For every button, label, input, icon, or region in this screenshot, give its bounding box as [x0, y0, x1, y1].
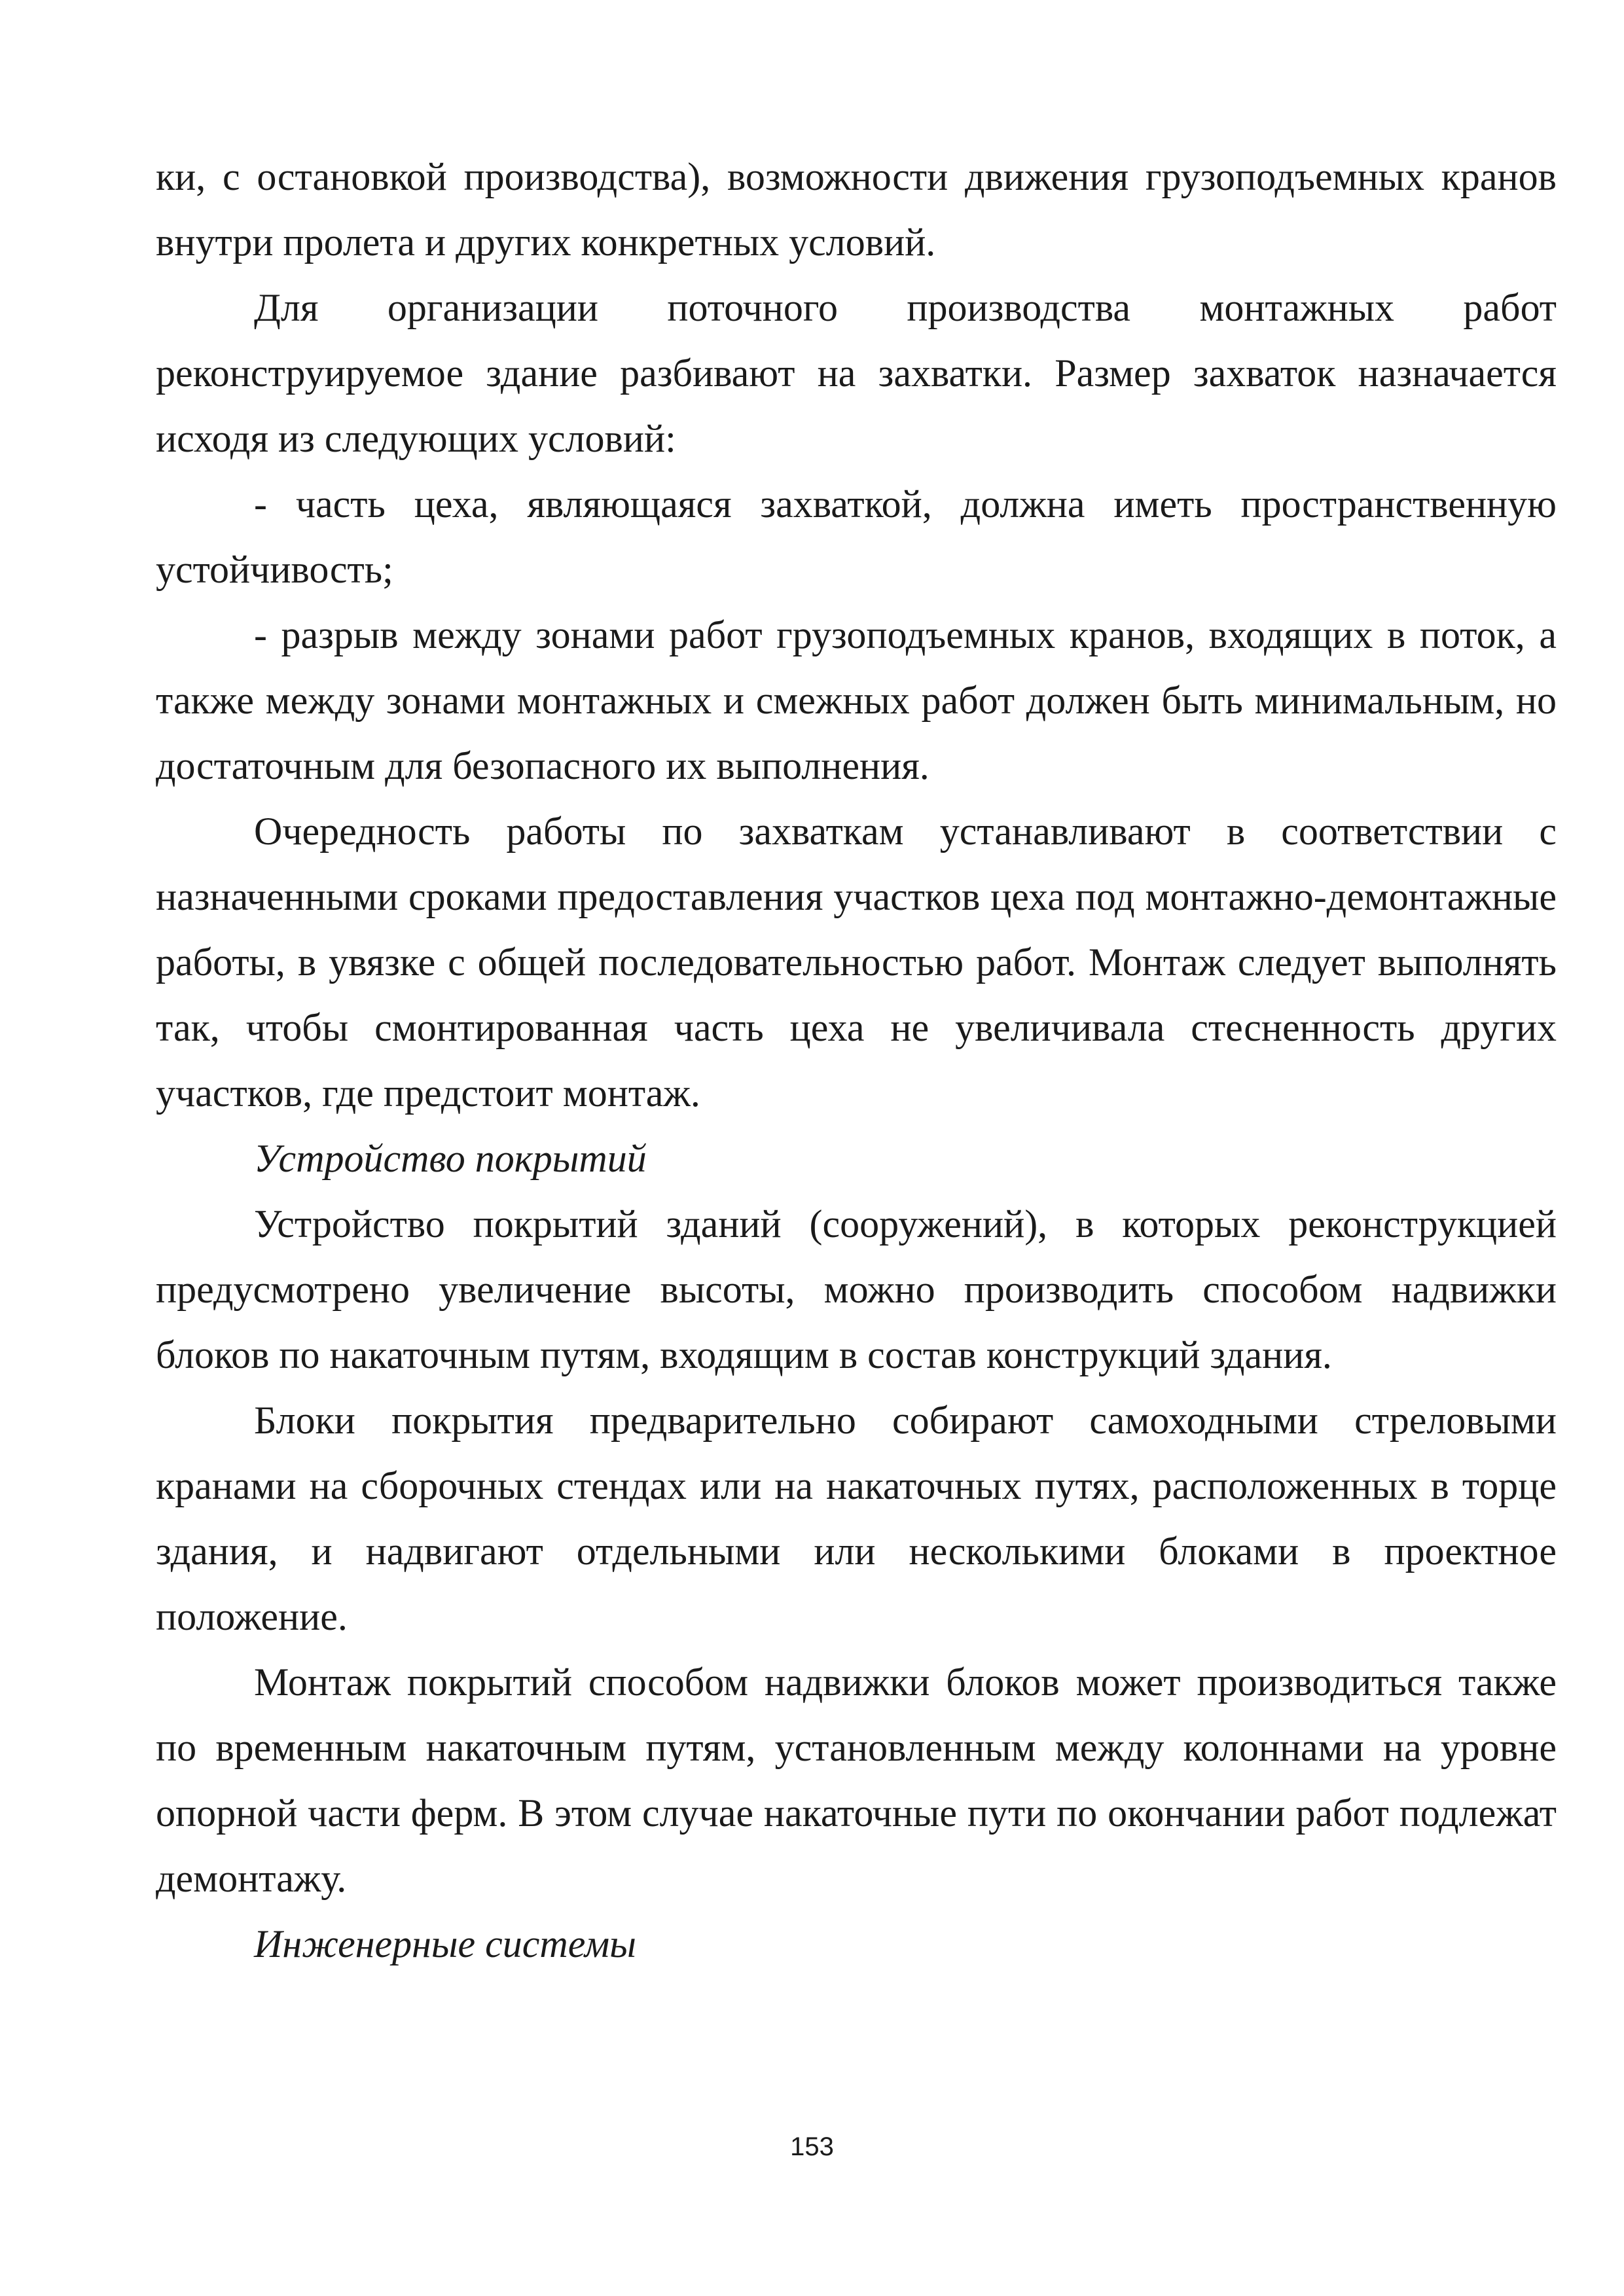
section-heading-engineering: Инженерные системы	[254, 1922, 636, 1965]
list-item-stability: - часть цеха, являющаяся захваткой, должна иметь пространственную устойчивость;	[156, 482, 1557, 591]
document-page	[156, 144, 1557, 1977]
paragraph-roofing-method: Устройство покрытий зданий (сооружений), в которых реконструкцией предусмотрено увеличение высоты, можно производить способом надвижки блоков по накаточным путям, входящим в состав конструкций здания.	[156, 1202, 1557, 1376]
paragraph-roofing-temporary: Монтаж покрытий способом надвижки блоков может производиться также по временным накаточным путям, установленным между колоннами на уровне опорной части ферм. В этом случае накаточные пути по окончании работ подлежат демонтажу.	[156, 1660, 1557, 1900]
paragraph-continuation: ки, с остановкой производства), возможности движения грузоподъемных кранов внутри пролета и других конкретных условий.	[156, 155, 1557, 264]
list-item-gap: - разрыв между зонами работ грузоподъемных кранов, входящих в поток, а также между зонами монтажных и смежных работ должен быть минимальным, но достаточным для безопасного их выполнения.	[156, 613, 1557, 787]
paragraph-order: Очередность работы по захваткам устанавливают в соответствии с назначенными сроками предоставления участков цеха под монтажно-демонтажные работы, в увязке с общей последовательностью работ. Монтаж следует выполнять так, чтобы смонтированная часть цеха не увеличивала стесненность других участков, где предстоит монтаж.	[156, 810, 1557, 1115]
paragraph-roofing-assembly: Блоки покрытия предварительно собирают самоходными стреловыми кранами на сборочных стендах или на накаточных путях, расположенных в торце здания, и надвигают отдельными или несколькими блоками в проектное положение.	[156, 1399, 1557, 1638]
section-heading-roofing: Устройство покрытий	[254, 1137, 647, 1180]
page-number: 153	[790, 2132, 834, 2161]
paragraph-zones: Для организации поточного производства монтажных работ реконструируемое здание разбивают на захватки. Размер захваток назначается исходя из следующих условий:	[156, 286, 1557, 460]
